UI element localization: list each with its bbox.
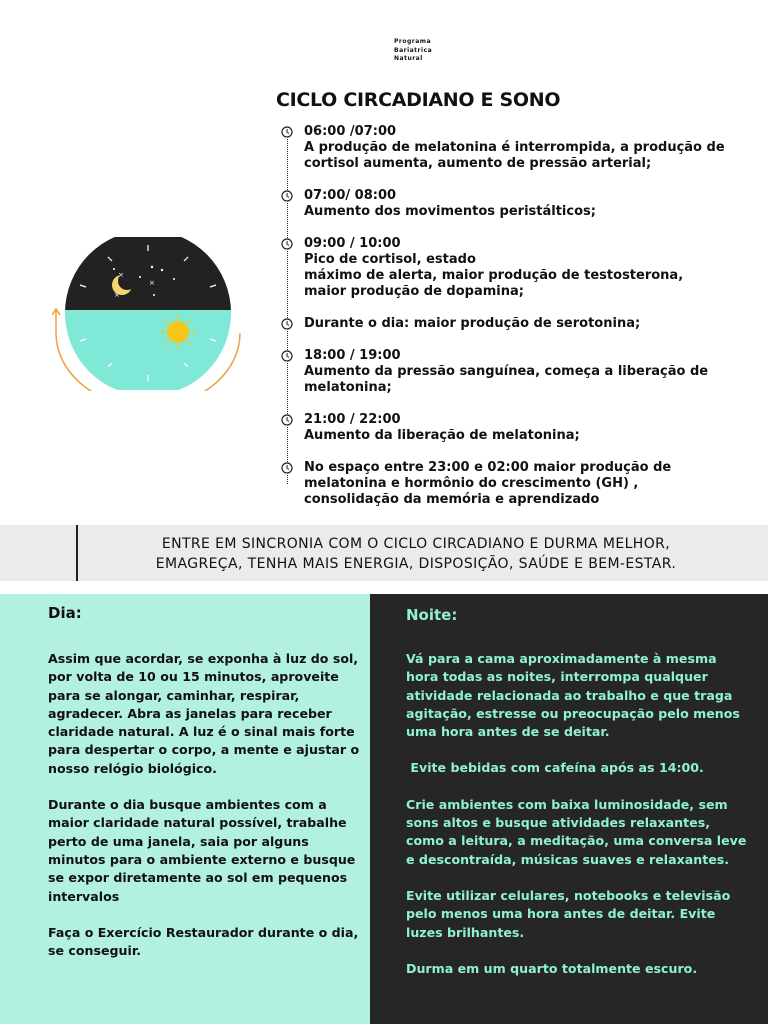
svg-text:×: × xyxy=(114,291,120,299)
night-paragraph: Crie ambientes com baixa luminosidade, sem sons altos e busque atividades relaxantes, como a leitura, a meditação, uma conversa leve e descontraída, músicas suaves e relaxantes. xyxy=(406,796,747,867)
day-paragraph: Faça o Exercício Restaurador durante o dia, se conseguir. xyxy=(48,924,359,959)
timeline-item-text: Durante o dia: maior produção de serotonina; xyxy=(304,316,641,331)
timeline-item-text: 21:00 / 22:00 Aumento da liberação de melatonina; xyxy=(304,412,580,443)
timeline-item xyxy=(281,188,726,220)
day-paragraph: Durante o dia busque ambientes com a maior claridade natural possível, trabalhe perto de uma janela, saia por alguns minutos para o ambiente externo e busque se expor diretamente ao sol em pequenos intervalos xyxy=(48,797,356,904)
night-paragraph: Evite bebidas com cafeína após as 14:00. xyxy=(406,760,704,776)
clock-icon xyxy=(281,238,293,250)
timeline-item xyxy=(281,460,726,508)
circadian-timeline xyxy=(281,124,726,524)
day-column xyxy=(0,594,370,1024)
night-title: Noite: xyxy=(406,606,458,624)
night-paragraph: Durma em um quarto totalmente escuro. xyxy=(406,960,698,976)
clock-icon xyxy=(281,190,293,202)
timeline-item xyxy=(281,124,726,172)
svg-text:×: × xyxy=(149,279,155,287)
timeline-item-text: 09:00 / 10:00 Pico de cortisol, estado máximo de alerta, maior produção de testosterona, maior produção de dopamina; xyxy=(304,236,684,299)
banner-accent-bar xyxy=(76,525,78,581)
night-paragraph: Vá para a cama aproximadamente à mesma hora todas as noites, interrompa qualquer atividade relacionada ao trabalho e que traga agitação, estresse ou preocupação pelo menos uma hora antes de se deitar. xyxy=(406,651,740,740)
timeline-item xyxy=(281,412,726,444)
logo-line-1: Programa xyxy=(394,38,432,45)
sync-banner xyxy=(0,525,768,581)
banner-text: ENTRE EM SINCRONIA COM O CICLO CIRCADIANO E DURMA MELHOR, EMAGREÇA, TENHA MAIS ENERGIA, DISPOSIÇÃO, SAÚDE E BEM-ESTAR. xyxy=(155,536,677,572)
timeline-item-text: 18:00 / 19:00 Aumento da pressão sanguínea, começa a liberação de melatonina; xyxy=(304,348,709,395)
circadian-illustration xyxy=(52,237,244,391)
program-logo xyxy=(394,38,432,64)
logo-line-2: Bariatrica xyxy=(394,46,433,54)
night-column xyxy=(370,594,768,1024)
timeline-item-text: 07:00/ 08:00 Aumento dos movimentos peristálticos; xyxy=(304,188,596,219)
day-title: Dia: xyxy=(48,604,82,622)
clock-icon xyxy=(281,414,293,426)
clock-icon xyxy=(281,318,293,330)
night-body xyxy=(406,650,751,996)
timeline-item-text: No espaço entre 23:00 e 02:00 maior produção de melatonina e hormônio do crescimento (GH) , consolidação da memória e aprendizado xyxy=(304,460,672,507)
clock-icon xyxy=(281,350,293,362)
page-title: CICLO CIRCADIANO E SONO xyxy=(276,89,561,111)
day-body xyxy=(48,650,360,978)
logo-line-3: Natural xyxy=(394,55,423,62)
timeline-item xyxy=(281,236,726,300)
svg-text:×: × xyxy=(118,271,124,279)
clock-icon xyxy=(281,462,293,474)
day-paragraph: Assim que acordar, se exponha à luz do sol, por volta de 10 ou 15 minutos, aproveite para se alongar, caminhar, respirar, agradecer. Abra as janelas para receber claridade natural. A luz é o sinal mais forte para despertar o corpo, a mente e ajustar o nosso relógio biológico. xyxy=(48,651,360,776)
timeline-item-text: 06:00 /07:00 A produção de melatonina é interrompida, a produção de cortisol aumenta, aumento de pressão arterial; xyxy=(304,124,725,171)
clock-icon xyxy=(281,126,293,138)
night-paragraph: Evite utilizar celulares, notebooks e televisão pelo menos uma hora antes de deitar. Evite luzes brilhantes. xyxy=(406,887,731,940)
timeline-item xyxy=(281,316,726,332)
timeline-item xyxy=(281,348,726,396)
